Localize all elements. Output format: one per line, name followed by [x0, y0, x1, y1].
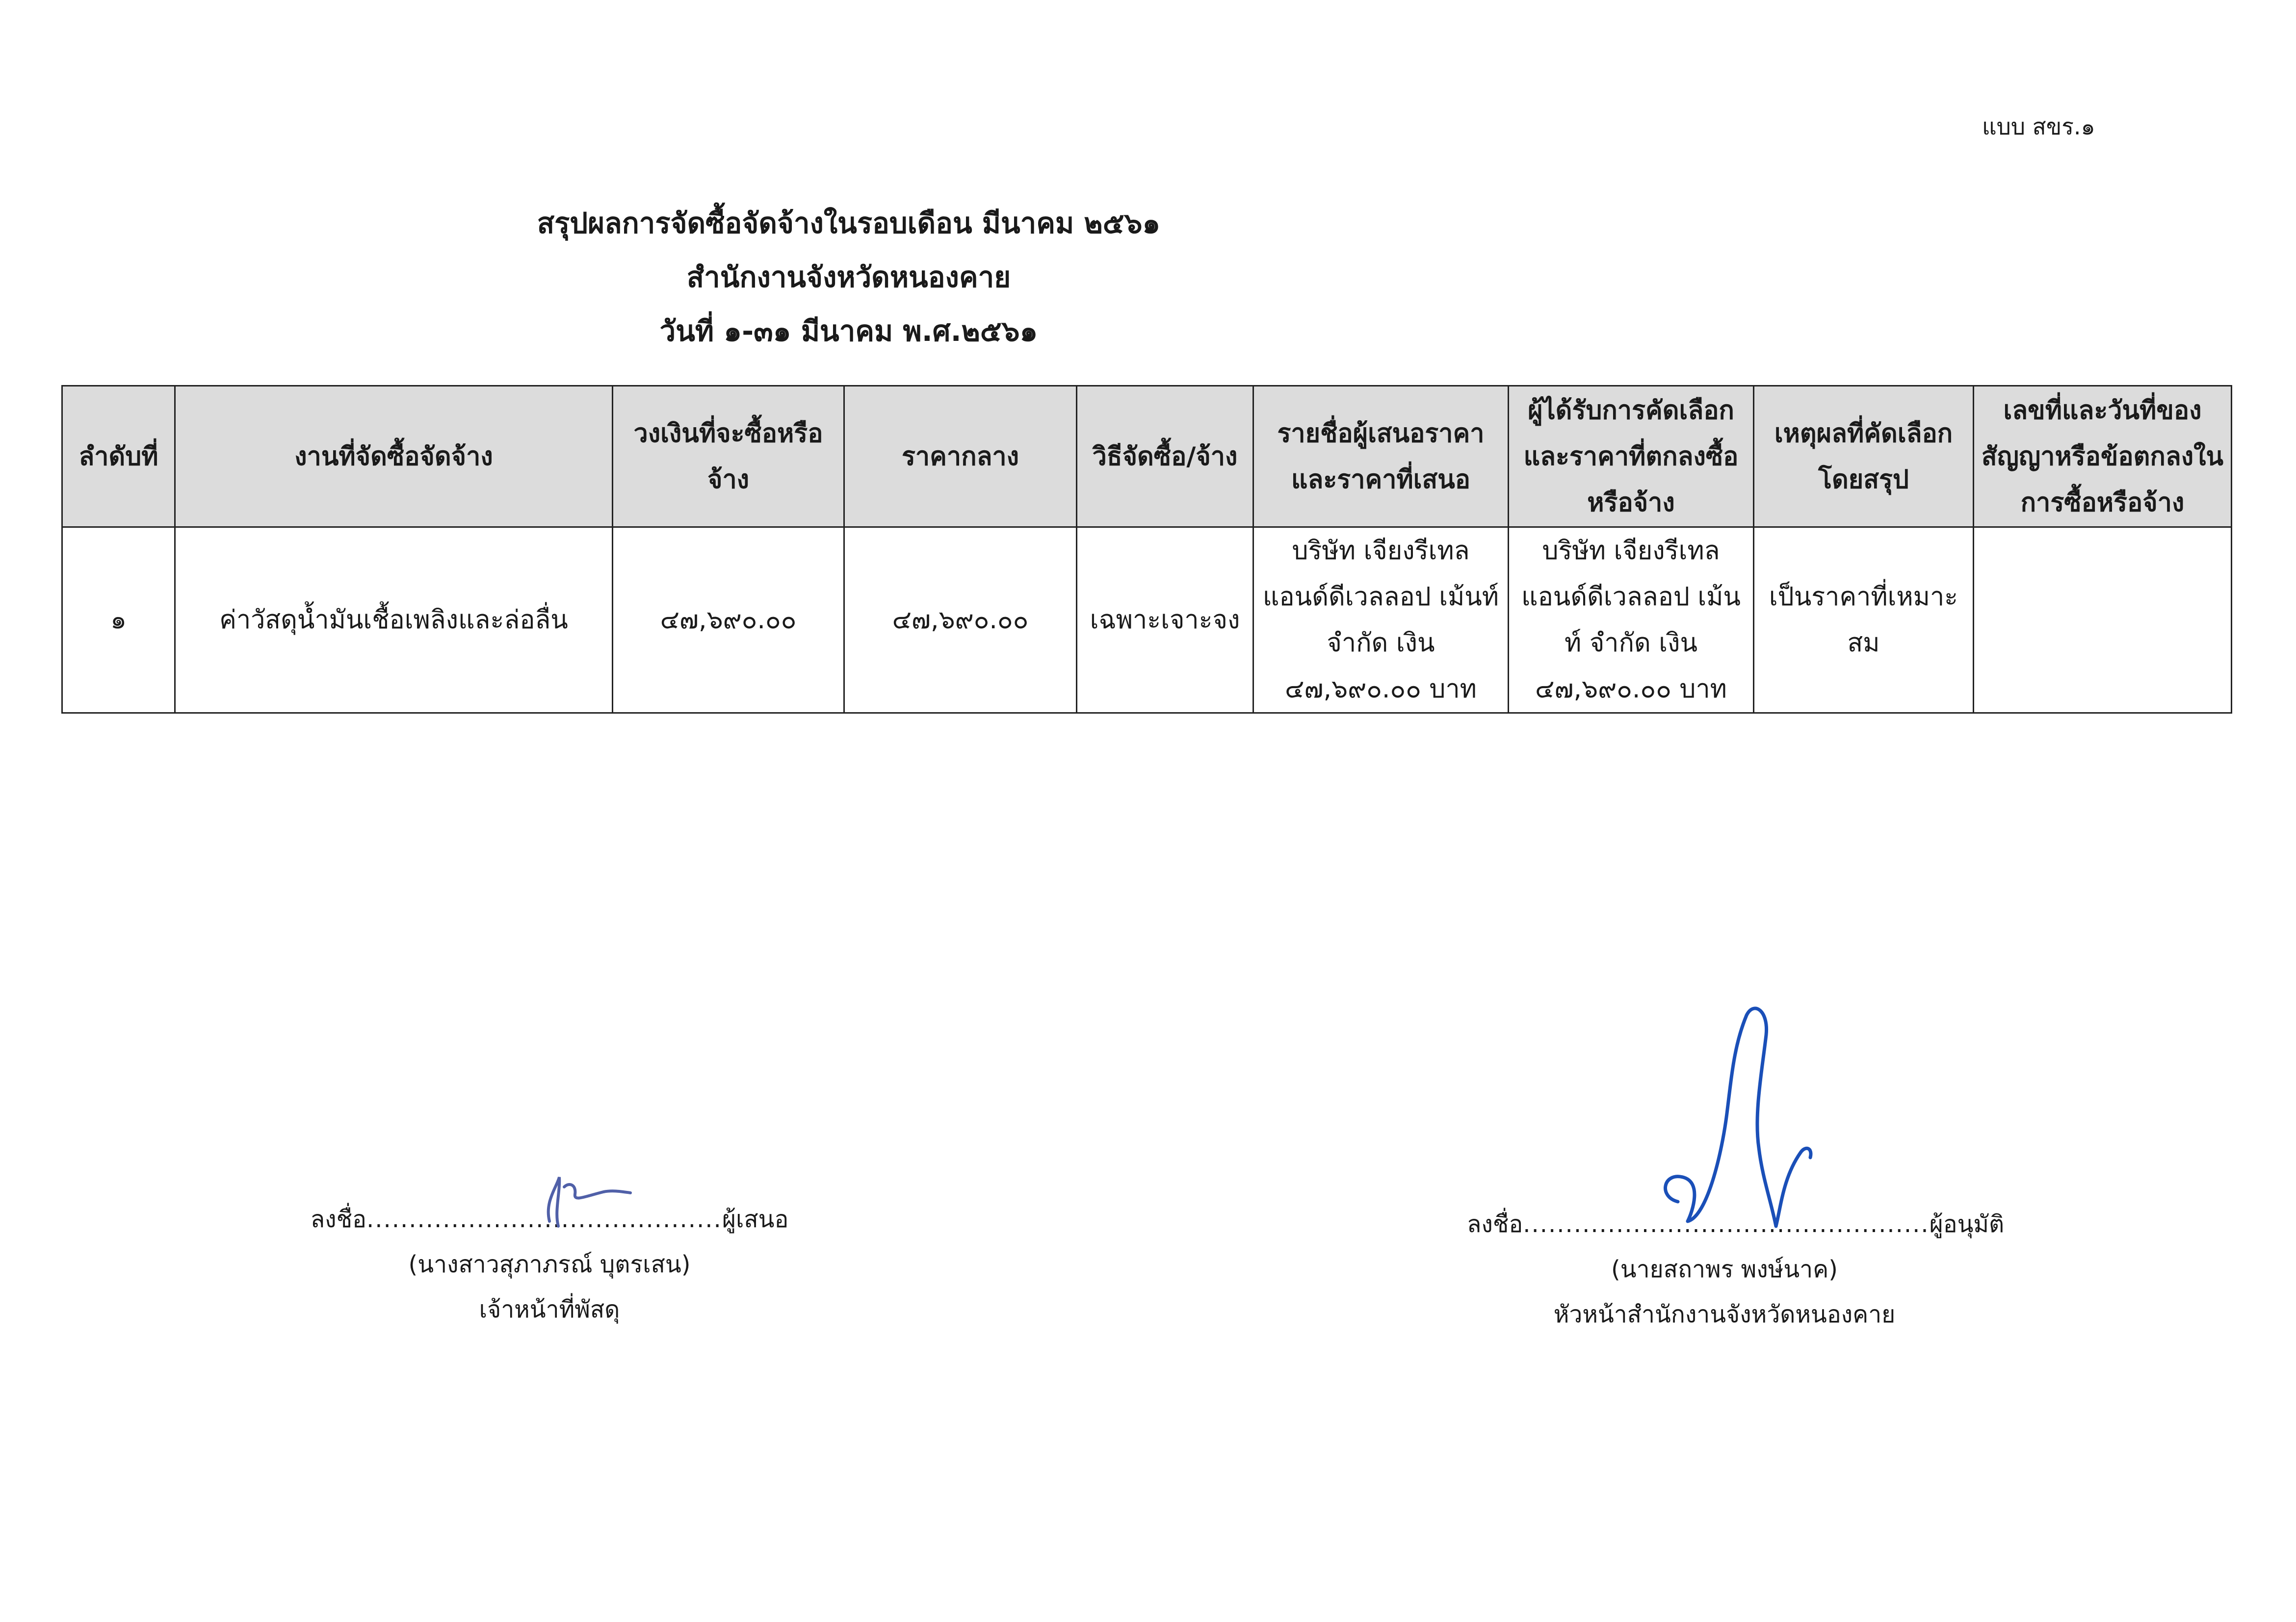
- table-row: [62, 527, 2232, 713]
- table-header-row: [62, 386, 2232, 527]
- approver-sign-dots: ................................................: [1523, 1210, 1930, 1238]
- header-no: ลำดับที่: [62, 386, 175, 527]
- form-code: แบบ สขร.๑: [1982, 113, 2095, 140]
- proposer-handwritten-signature: [530, 1158, 638, 1236]
- cell-contract: [1974, 527, 2232, 713]
- approver-handwritten-signature: [1648, 991, 1854, 1246]
- approver-name: (นายสถาพร พงษ์นาค): [1611, 1256, 1838, 1283]
- cell-median-price: ๔๗,๖๙๐.๐๐: [844, 527, 1077, 713]
- document-title: [0, 196, 1697, 358]
- proposer-sign-dots: ..........................................: [366, 1206, 722, 1233]
- header-bidders: รายชื่อผู้เสนอราคาและราคาที่เสนอ: [1253, 386, 1509, 527]
- proposer-role: ผู้เสนอ: [722, 1206, 789, 1233]
- approver-position: หัวหน้าสำนักงานจังหวัดหนองคาย: [1553, 1301, 1896, 1328]
- approver-role: ผู้อนุมัติ: [1929, 1210, 2005, 1238]
- title-line-2: สำนักงานจังหวัดหนองคาย: [686, 260, 1011, 294]
- header-winner: ผู้ได้รับการคัดเลือกและราคาที่ตกลงซื้อหรือจ้าง: [1509, 386, 1754, 527]
- proposer-sign-prefix: ลงชื่อ: [310, 1206, 366, 1233]
- cell-winner: บริษัท เจียงรีเทล แอนด์ดีเวลลอป เม้นท์ จำกัด เงิน ๔๗,๖๙๐.๐๐ บาท: [1509, 527, 1754, 713]
- title-line-3: วันที่ ๑-๓๑ มีนาคม พ.ศ.๒๕๖๑: [659, 314, 1038, 348]
- cell-method: เฉพาะเจาะจง: [1077, 527, 1253, 713]
- header-item: งานที่จัดซื้อจัดจ้าง: [175, 386, 613, 527]
- procurement-summary-table: [61, 385, 2232, 714]
- header-budget: วงเงินที่จะซื้อหรือจ้าง: [613, 386, 844, 527]
- cell-no: ๑: [62, 527, 175, 713]
- cell-budget: ๔๗,๖๙๐.๐๐: [613, 527, 844, 713]
- proposer-name: (นางสาวสุภาภรณ์ บุตรเสน): [408, 1251, 691, 1278]
- title-line-1: สรุปผลการจัดซื้อจัดจ้างในรอบเดือน มีนาคม ๒๕๖๑: [537, 206, 1161, 240]
- header-method: วิธีจัดซื้อ/จ้าง: [1077, 386, 1253, 527]
- proposer-position: เจ้าหน้าที่พัสดุ: [479, 1296, 620, 1323]
- header-reason: เหตุผลที่คัดเลือกโดยสรุป: [1754, 386, 1974, 527]
- cell-item: ค่าวัสดุน้ำมันเชื้อเพลิงและล่อลื่น: [175, 527, 613, 713]
- header-contract: เลขที่และวันที่ของสัญญาหรือข้อตกลงในการซื้อหรือจ้าง: [1974, 386, 2232, 527]
- header-median-price: ราคากลาง: [844, 386, 1077, 527]
- cell-reason: เป็นราคาที่เหมาะสม: [1754, 527, 1974, 713]
- cell-bidders: บริษัท เจียงรีเทล แอนด์ดีเวลลอป เม้นท์ จำกัด เงิน ๔๗,๖๙๐.๐๐ บาท: [1253, 527, 1509, 713]
- approver-sign-prefix: ลงชื่อ: [1467, 1210, 1523, 1238]
